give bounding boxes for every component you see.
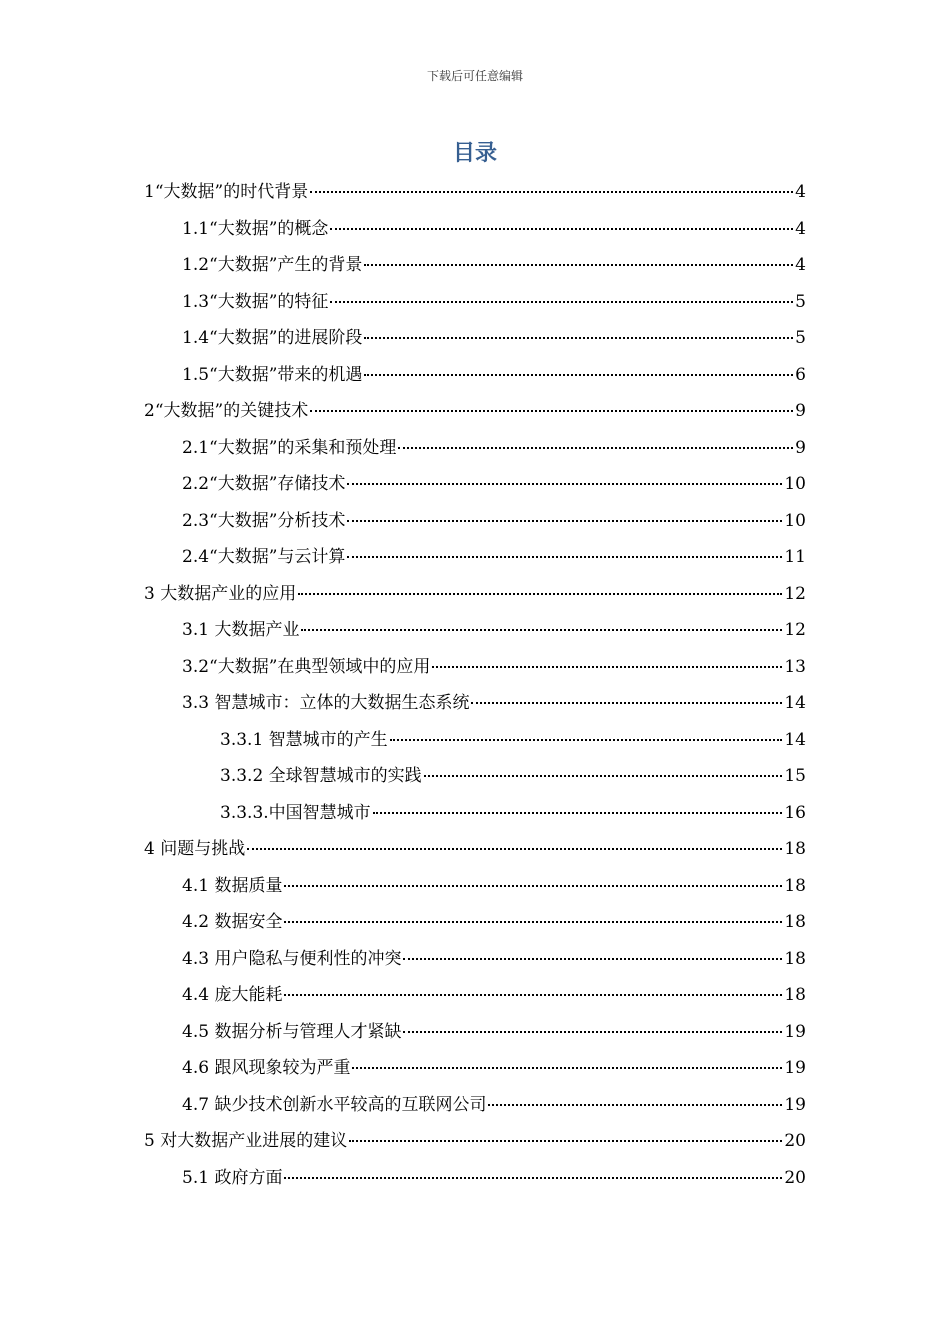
toc-entry-title: 4.4 庞大能耗 [182, 985, 283, 1005]
toc-entry-title: 3.3 智慧城市：立体的大数据生态系统 [182, 693, 470, 713]
toc-leader-dots [310, 410, 793, 412]
toc-leader-dots [403, 1031, 782, 1033]
toc-entry-title: 5.1 政府方面 [182, 1167, 283, 1188]
toc-entry-page: 4 [795, 255, 806, 275]
header-note: 下载后可任意编辑 [426, 69, 523, 83]
toc-entry-page: 20 [784, 1131, 806, 1151]
toc-entry[interactable] [182, 430, 806, 466]
toc-entry[interactable] [182, 685, 806, 721]
toc-entry-page: 5 [795, 328, 806, 348]
toc-entry[interactable] [182, 211, 806, 247]
toc-leader-dots [347, 556, 782, 558]
toc-leader-dots [398, 447, 793, 449]
toc-entry-page: 15 [784, 766, 806, 786]
toc-entry-title: 5 对大数据产业进展的建议 [144, 1131, 348, 1151]
toc-entry[interactable] [182, 612, 806, 648]
toc-entry-title: 4 问题与挑战 [144, 839, 246, 859]
toc-entry-title: 3.1 大数据产业 [182, 620, 300, 640]
toc-entry[interactable] [220, 758, 806, 794]
toc-entry[interactable] [182, 357, 806, 393]
toc-entry[interactable] [144, 174, 806, 210]
toc-entry-page: 9 [795, 401, 806, 421]
toc-entry[interactable] [144, 576, 806, 612]
toc-entry-page: 18 [784, 948, 806, 969]
toc-entry-title: 2.4“大数据”与云计算 [182, 547, 346, 567]
toc-entry-title: 1“大数据”的时代背景 [144, 182, 309, 202]
toc-leader-dots [310, 191, 793, 193]
toc-entry[interactable] [182, 977, 806, 1013]
toc-entry[interactable] [182, 904, 806, 940]
toc-entry-title: 4.1 数据质量 [182, 875, 283, 896]
toc-entry-page: 19 [784, 1058, 806, 1078]
toc-leader-dots [471, 702, 782, 704]
toc-entry-page: 19 [784, 1021, 806, 1042]
toc-entry-title: 1.5“大数据”带来的机遇 [182, 364, 363, 385]
toc-entry[interactable] [144, 1123, 806, 1159]
toc-entry-title: 3.3.2 全球智慧城市的实践 [220, 766, 422, 786]
toc-leader-dots [373, 812, 783, 814]
toc-entry[interactable] [220, 795, 806, 831]
toc-entry-title: 1.4“大数据”的进展阶段 [182, 328, 363, 348]
toc-entry-title: 2.2“大数据”存储技术 [182, 474, 346, 494]
toc-leader-dots [301, 629, 782, 631]
toc-leader-dots [364, 264, 793, 266]
toc-entry[interactable] [182, 649, 806, 685]
toc-entry-title: 2“大数据”的关键技术 [144, 401, 309, 421]
toc-entry[interactable] [182, 247, 806, 283]
toc-entry-page: 10 [784, 474, 806, 494]
toc-entry-page: 5 [795, 291, 806, 312]
toc-leader-dots [352, 1067, 782, 1069]
toc-leader-dots [349, 1140, 782, 1142]
toc-entry[interactable] [182, 284, 806, 320]
toc-entry[interactable] [182, 320, 806, 356]
toc-entry-page: 14 [784, 729, 806, 750]
toc-leader-dots [364, 337, 793, 339]
toc-entry-title: 4.2 数据安全 [182, 912, 283, 932]
toc-entry-title: 2.3“大数据”分析技术 [182, 510, 346, 531]
toc-entry-page: 13 [784, 656, 806, 677]
toc-leader-dots [284, 1177, 782, 1179]
toc-entry-title: 3.3.1 智慧城市的产生 [220, 729, 388, 750]
toc-entry-title: 3 大数据产业的应用 [144, 583, 297, 604]
toc-leader-dots [330, 301, 793, 303]
toc-leader-dots [330, 228, 793, 230]
toc-leader-dots [403, 958, 782, 960]
toc-leader-dots [390, 739, 783, 741]
toc-entry-page: 18 [784, 985, 806, 1005]
toc-entry[interactable] [144, 831, 806, 867]
toc-entry-title: 3.3.3.中国智慧城市 [220, 802, 371, 823]
toc-entry[interactable] [182, 503, 806, 539]
toc-leader-dots [298, 593, 782, 595]
toc-leader-dots [424, 775, 783, 777]
toc-leader-dots [247, 848, 782, 850]
toc-entry-page: 18 [784, 875, 806, 896]
toc-entry-title: 4.3 用户隐私与便利性的冲突 [182, 948, 402, 969]
toc-entry-title: 2.1“大数据”的采集和预处理 [182, 437, 397, 458]
toc-leader-dots [284, 921, 782, 923]
toc-entry-page: 18 [784, 839, 806, 859]
toc-leader-dots [432, 666, 782, 668]
toc-entry[interactable] [220, 722, 806, 758]
toc-entry-page: 20 [784, 1167, 806, 1188]
toc-entry-title: 1.1“大数据”的概念 [182, 218, 329, 239]
toc-entry[interactable] [182, 1087, 806, 1123]
toc-entry[interactable] [182, 1160, 806, 1196]
toc-entry-page: 6 [795, 364, 806, 385]
toc-entry-title: 4.6 跟风现象较为严重 [182, 1058, 351, 1078]
toc-entry-title: 4.7 缺少技术创新水平较高的互联网公司 [182, 1094, 487, 1115]
toc-entry-title: 1.3“大数据”的特征 [182, 291, 329, 312]
toc-entry[interactable] [144, 393, 806, 429]
toc-entry-page: 18 [784, 912, 806, 932]
toc-entry-page: 16 [784, 802, 806, 823]
toc-entry[interactable] [182, 539, 806, 575]
toc-leader-dots [284, 994, 782, 996]
toc-leader-dots [347, 483, 782, 485]
toc-entry-page: 11 [784, 547, 806, 567]
toc-entry[interactable] [182, 941, 806, 977]
toc-entry[interactable] [182, 868, 806, 904]
toc-entry-title: 3.2“大数据”在典型领域中的应用 [182, 656, 431, 677]
toc-entry-page: 9 [795, 437, 806, 458]
toc-entry[interactable] [182, 1014, 806, 1050]
toc-entry[interactable] [182, 1050, 806, 1086]
toc-entry-title: 4.5 数据分析与管理人才紧缺 [182, 1021, 402, 1042]
toc-entry-page: 12 [784, 620, 806, 640]
toc-title: 目录 [452, 141, 497, 166]
toc-entry-title: 1.2“大数据”产生的背景 [182, 255, 363, 275]
toc-leader-dots [488, 1104, 782, 1106]
toc-entry-page: 12 [784, 583, 806, 604]
toc-leader-dots [347, 520, 782, 522]
toc-entry-page: 10 [784, 510, 806, 531]
toc-entry[interactable] [182, 466, 806, 502]
toc-entry-page: 14 [784, 693, 806, 713]
toc-leader-dots [284, 885, 782, 887]
toc-leader-dots [364, 374, 793, 376]
toc-entry-page: 4 [795, 182, 806, 202]
toc-entry-page: 19 [784, 1094, 806, 1115]
toc-entry-page: 4 [795, 218, 806, 239]
